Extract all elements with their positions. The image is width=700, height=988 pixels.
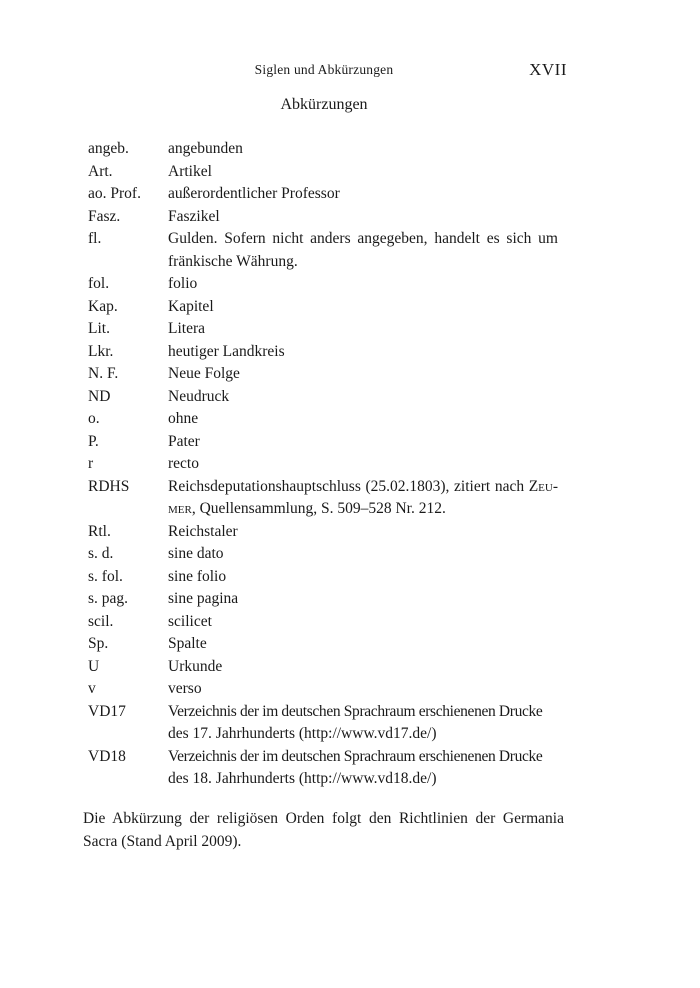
abbreviation-term: s. pag. <box>88 590 129 607</box>
closing-note: Die Abkürzung der religiösen Orden folgt den Richtlinien der Germania Sacra (Stand April 2009). <box>83 810 564 850</box>
abbreviation-row <box>88 138 558 161</box>
abbreviation-row <box>88 318 558 341</box>
abbreviation-definition <box>168 476 558 521</box>
abbreviation-term: Rtl. <box>88 522 111 540</box>
abbreviation-row <box>88 566 558 589</box>
abbreviation-definition: Reichstaler <box>168 522 238 540</box>
definition-line: Verzeichnis der im deutschen Sprachraum erschienenen Drucke <box>168 702 543 720</box>
definition-line: Gulden. Sofern nicht anders angegeben, handelt es sich um <box>168 230 558 247</box>
author-name-smallcaps: mer <box>168 500 192 517</box>
abbreviation-term: VD17 <box>88 702 126 720</box>
abbreviation-row <box>88 273 558 296</box>
definition-line: des 17. Jahrhunderts (http://www.vd17.de/) <box>168 725 437 742</box>
abbreviation-row <box>88 363 558 386</box>
running-title: Siglen und Abkürzungen <box>254 62 394 77</box>
abbreviation-term: RDHS <box>88 477 130 495</box>
abbreviation-definition: scilicet <box>168 612 212 630</box>
abbreviation-definition: Neue Folge <box>168 365 240 382</box>
abbreviation-row <box>88 161 558 184</box>
abbreviation-row <box>88 206 558 229</box>
section-title: Abkürzungen <box>280 96 368 113</box>
page-number: XVII <box>529 60 567 79</box>
abbreviation-term: fl. <box>88 230 102 247</box>
abbreviation-row <box>88 543 558 566</box>
abbreviation-definition: verso <box>168 680 202 697</box>
abbreviation-term: P. <box>88 432 99 450</box>
abbreviation-row <box>88 678 558 701</box>
definition-line <box>168 476 558 499</box>
abbreviation-row <box>88 701 558 746</box>
abbreviation-definition: Faszikel <box>168 207 220 225</box>
author-name-smallcaps: Zeu- <box>528 477 558 495</box>
abbreviation-term: Fasz. <box>88 207 121 225</box>
running-header <box>0 62 700 82</box>
abbreviation-row <box>88 521 558 544</box>
abbreviation-row <box>88 386 558 409</box>
definition-line: des 18. Jahrhunderts (http://www.vd18.de/) <box>168 770 437 787</box>
abbreviation-definition: Urkunde <box>168 657 223 675</box>
abbreviation-row <box>88 296 558 319</box>
abbreviation-term: Kap. <box>88 297 118 315</box>
abbreviation-term: scil. <box>88 612 114 630</box>
abbreviation-definition <box>168 746 558 791</box>
abbreviation-term: ND <box>88 387 111 405</box>
abbreviation-term: VD18 <box>88 747 126 765</box>
abbreviation-definition: Spalte <box>168 635 207 652</box>
definition-line: fränkische Währung. <box>168 252 298 270</box>
abbreviation-definition: Kapitel <box>168 297 214 315</box>
abbreviation-term: fol. <box>88 275 110 292</box>
abbreviation-row <box>88 408 558 431</box>
abbreviation-definition: Artikel <box>168 162 212 180</box>
abbreviation-term: Lit. <box>88 320 110 337</box>
abbreviation-term: r <box>88 455 94 472</box>
abbreviation-definition <box>168 228 558 273</box>
abbreviation-row <box>88 476 558 521</box>
abbreviation-definition: Litera <box>168 320 206 337</box>
abbreviation-definition: recto <box>168 455 199 472</box>
abbreviation-definition <box>168 701 558 746</box>
abbreviation-definition: außerordentlicher Professor <box>168 185 340 202</box>
abbreviation-term: Art. <box>88 162 113 180</box>
abbreviation-definition: sine pagina <box>168 590 239 607</box>
abbreviation-list <box>88 138 558 791</box>
abbreviation-term: N. F. <box>88 365 119 382</box>
definition-text: , Quellensammlung, S. 509–528 Nr. 212. <box>191 500 446 517</box>
abbreviation-row <box>88 228 558 273</box>
abbreviation-term: Lkr. <box>88 342 114 360</box>
abbreviation-term: U <box>88 657 100 675</box>
abbreviation-definition: folio <box>168 275 198 292</box>
abbreviation-definition: sine dato <box>168 545 224 562</box>
abbreviation-row <box>88 183 558 206</box>
abbreviation-row <box>88 746 558 791</box>
abbreviation-row <box>88 588 558 611</box>
definition-line: Verzeichnis der im deutschen Sprachraum erschienenen Drucke <box>168 747 543 765</box>
abbreviation-definition: ohne <box>168 410 199 427</box>
abbreviation-definition: Neudruck <box>168 387 230 405</box>
abbreviation-term: o. <box>88 410 100 427</box>
abbreviation-definition: sine folio <box>168 567 227 585</box>
abbreviation-row <box>88 656 558 679</box>
abbreviation-row <box>88 453 558 476</box>
abbreviation-term: s. d. <box>88 545 114 562</box>
abbreviation-term: Sp. <box>88 635 109 652</box>
abbreviation-row <box>88 341 558 364</box>
abbreviation-term: ao. Prof. <box>88 185 141 202</box>
abbreviation-term: v <box>88 680 96 697</box>
abbreviation-row <box>88 633 558 656</box>
abbreviation-row <box>88 431 558 454</box>
abbreviation-row <box>88 611 558 634</box>
definition-text: Reichsdeputationshauptschluss (25.02.1803), zitiert nach <box>168 477 529 495</box>
abbreviation-term: angeb. <box>88 140 129 157</box>
abbreviation-definition: Pater <box>168 432 200 450</box>
abbreviation-definition: angebunden <box>168 140 243 157</box>
definition-line <box>168 498 558 521</box>
abbreviation-term: s. fol. <box>88 567 123 585</box>
abbreviation-definition: heutiger Landkreis <box>168 342 285 360</box>
